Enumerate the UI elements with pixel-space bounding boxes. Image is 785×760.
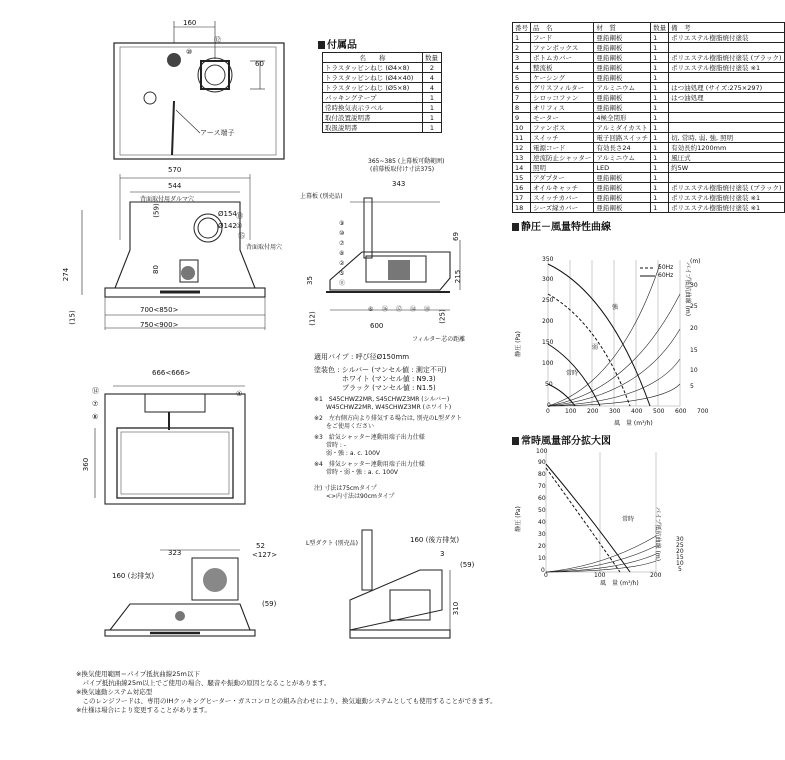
dim-160-rear: 160 (後方排気) (410, 536, 460, 544)
chart1-xtick: 400 (631, 408, 643, 415)
table-row: 4 整流板 亜鉛鋼板 1 ポリエステル樹脂焼付塗装 ※1 (513, 63, 785, 73)
dim-35: 35 (305, 276, 314, 285)
chart1-xtick: 200 (587, 408, 599, 415)
table-row: 取付設置説明書 1 (323, 113, 442, 123)
dim-375: (前幕板取付け寸法375) (370, 166, 435, 173)
left-exhaust-label: 160 (お排気) (112, 572, 155, 580)
upper-panel-label: 上幕板 (別売品) (300, 193, 343, 200)
table-row: 3 ボトムカバー 亜鉛鋼板 1 ポリエステル樹脂焼付塗装 (ブラック) (513, 53, 785, 63)
callout-5: ⑤ (339, 270, 345, 277)
chart2-xtick: 200 (650, 572, 662, 579)
dim-700-850: 700<850> (140, 306, 179, 314)
table-row: 2 ファンボックス 亜鉛鋼板 1 (513, 43, 785, 53)
chart2-rtick: 30 (676, 536, 684, 543)
table-row: 6 グリスフィルター アルミニウム 1 はつ油処理 (サイズ:275×297) (513, 83, 785, 93)
dim-59c: (59) (460, 561, 475, 569)
chart2-xtick: 100 (594, 572, 606, 579)
chart2-ytick: 100 (536, 448, 548, 455)
chart1-rtick: 15 (690, 347, 698, 354)
callout-15: ⑮ (238, 232, 245, 240)
chart1-rtick: 20 (690, 325, 698, 332)
chart1-label-weak: 弱 (592, 344, 599, 351)
table-row: 17 スイッチカバー 亜鉛鋼板 1 ポリエステル樹脂焼付塗装 ※1 (513, 193, 785, 203)
chart1-pq-curve (510, 234, 700, 424)
parts-header-material: 材 質 (594, 23, 651, 33)
table-row: 常時換気表示ラベル 1 (323, 103, 442, 113)
table-row: トラスタッピンねじ (Ø5×8) 4 (323, 83, 442, 93)
chart1-ytick: 100 (542, 360, 554, 367)
dim-215: 215 (454, 269, 463, 284)
chart2-curve-50 (546, 468, 620, 572)
section-marker-icon (512, 437, 519, 445)
bottom-view-drawing (95, 380, 270, 510)
acc-header-name: 名 称 (323, 53, 423, 63)
filter-distance-label: フィルター芯の距離 (412, 336, 466, 343)
chart1-xtick: 100 (565, 408, 577, 415)
dim-top-160: 160 (183, 19, 197, 27)
table-row: 9 モーター 4極全閉形 1 (513, 113, 785, 123)
dim-15: (15) (68, 310, 77, 325)
note-line: 常時・弱・強 : a. c. 100V (314, 469, 398, 476)
footer-line: このレンジフードは、専用のIHクッキングヒーター・ガスコンロとの組み合わせにより、換気連動システムとしても使用することができます。 (76, 697, 497, 705)
note-line: ※4 排気シャッター連動用端子出力仕様 (314, 461, 425, 468)
dim-666: 666<666> (152, 369, 191, 377)
footer-line: ※仕様は場合により変更することがあります。 (76, 706, 211, 714)
note-line: をご使用ください (314, 423, 375, 430)
callout-9: ⑨ (339, 220, 345, 227)
dim-750-900: 750<900> (140, 321, 179, 329)
table-row: 8 オリフィス 亜鉛鋼板 1 (513, 103, 785, 113)
callout-14b: ⑭ (92, 387, 99, 395)
footer-line: パイプ抵抗曲線25m以上でご使用の場合、騒音や振動の原因となることがあります。 (76, 679, 331, 687)
chart2-xlabel: 風 量 (m³/h) (600, 580, 639, 587)
callout-10s: ⑩ (339, 230, 345, 237)
dim-570: 570 (168, 166, 182, 174)
notes-block (314, 353, 462, 501)
chart2-xtick: 0 (544, 572, 548, 579)
chart2-rtick: 25 (676, 542, 684, 549)
note-line: <>内寸法は90cmタイプ (314, 493, 395, 500)
callout-18: ⑱ (424, 306, 431, 313)
dim-69: 69 (451, 232, 460, 241)
note-line: ブラック (マンセル値 : N1.5) (314, 384, 436, 392)
chart2-ytick: 70 (538, 483, 546, 490)
callout-2: ② (339, 260, 345, 267)
note-line: 注) 寸法は75cmタイプ (314, 485, 377, 492)
chart2-label-const: 常時 (622, 516, 635, 523)
table-row: 18 シーズ縁カバー 亜鉛鋼板 1 ポリエステル樹脂焼付塗装 ※1 (513, 203, 785, 213)
chart2-pipe-curves (546, 536, 656, 572)
callout-10: ⑩ (186, 48, 193, 56)
chart1-rtick: (m) (690, 258, 701, 265)
dim-600: 600 (370, 322, 384, 330)
note-line: ※3 給気シャッター連動用端子出力仕様 (314, 434, 425, 441)
chart1-rtick: 5 (690, 383, 694, 390)
dim-d154: Ø154 (218, 210, 237, 218)
side-view-drawing (300, 180, 480, 340)
chart1-label-const: 常時 (566, 370, 579, 377)
table-row: 15 アダプター 亜鉛鋼板 1 (513, 173, 785, 183)
accessories-table (322, 52, 442, 133)
dim-310: 310 (452, 601, 461, 616)
dim-274: 274 (62, 267, 71, 282)
table-row: 13 逆流防止シャッター アルミニウム 1 風圧式 (513, 153, 785, 163)
callout-8: ⑧ (339, 250, 345, 257)
chart2-ytick: 40 (538, 519, 546, 526)
parts-header-name: 品 名 (531, 23, 594, 33)
table-row: 5 ケーシング 亜鉛鋼板 1 (513, 73, 785, 83)
l-duct-label: L型ダクト (別売品) (306, 540, 358, 547)
chart1-xtick: 600 (675, 408, 687, 415)
note-line: 適用パイプ : 呼び径Ø150mm (314, 353, 410, 361)
callout-7b: ⑦ (92, 400, 99, 408)
chart1-xlabel: 風 量 (m³/h) (614, 420, 653, 427)
rear-mount-hole-label: 背面取付用穴 (246, 244, 283, 251)
chart2-grid (546, 452, 656, 572)
dim-d142: Ø142 (218, 222, 237, 230)
callout-16: ⑯ (382, 306, 389, 313)
dim-59b: (59) (262, 600, 277, 608)
chart1-xtick: 300 (609, 408, 621, 415)
table-row: 10 ファンボス アルミダイカスト 1 (513, 123, 785, 133)
chart1-ytick: 200 (542, 318, 554, 325)
right-lower-view-drawing (330, 530, 505, 650)
dim-365-385: 365~385 (上幕板可動範囲) (368, 158, 445, 165)
chart2-ytick: 30 (538, 531, 546, 538)
callout-3: ③ (236, 222, 243, 230)
chart1-ytick: 350 (542, 256, 554, 263)
table-row: 7 シロッコファン 亜鉛鋼板 1 はつ油処理 (513, 93, 785, 103)
chart1-title: 静圧－風量特性曲線 (512, 218, 611, 233)
chart1-label-strong: 強 (612, 304, 619, 311)
rear-keyhole-label: 背面取付用ダルマ穴 (140, 196, 195, 203)
dim-544: 544 (168, 182, 182, 190)
note-line: ※1 S45CHWZ2MR, S45CHWZ3MR (シルバー) (314, 396, 450, 403)
note-line: 常時 : - (314, 442, 347, 449)
footer-notes (76, 670, 497, 715)
callout-6: ⑥ (368, 306, 374, 313)
callout-7: ⑦ (339, 240, 345, 247)
chart2-curve-60 (546, 464, 630, 572)
callout-12: ⑫ (214, 36, 221, 44)
parts-table (512, 22, 785, 213)
table-row: トラスタッピンねじ (Ø4×8) 2 (323, 63, 442, 73)
chart2-enlarged-curve (510, 446, 700, 586)
chart1-xtick: 500 (653, 408, 665, 415)
dim-343: 343 (392, 180, 406, 188)
parts-header-note: 備 考 (669, 23, 784, 33)
dim-127: <127> (252, 551, 278, 559)
chart1-ylabel: 静圧 (Pa) (514, 331, 522, 357)
chart1-rtick: 30 (690, 282, 698, 289)
callout-14: ⑭ (410, 306, 417, 313)
chart2-ytick: 20 (538, 543, 546, 550)
note-line: W45CHWZ2MR, W45CHWZ3MR (ホワイト) (314, 404, 452, 411)
chart2-ytick: 80 (538, 471, 546, 478)
parts-header-no: 番号 (513, 23, 531, 33)
table-row: トラスタッピンねじ (Ø4×40) 4 (323, 73, 442, 83)
chart2-rtick: 10 (676, 560, 684, 567)
chart2-ytick: 0 (541, 567, 545, 574)
chart1-rtick: 10 (690, 367, 698, 374)
chart2-rtick: 5 (678, 566, 682, 573)
chart2-ytick: 90 (538, 459, 546, 466)
callout-11: ⑪ (339, 280, 346, 287)
note-line: 塗装色 : シルバー (マンセル値 : 測定不可) (314, 366, 447, 374)
chart1-ytick: 50 (545, 381, 553, 388)
chart1-ytick: 250 (542, 297, 554, 304)
accessories-title: 付属品 (318, 36, 357, 51)
dim-25: (25) (438, 309, 447, 324)
chart1-xtick: 700 (697, 408, 709, 415)
callout-17: ⑰ (396, 306, 403, 313)
table-row: 16 オイルキャッチ 亜鉛鋼板 1 ポリエステル樹脂焼付塗装 (ブラック) (513, 183, 785, 193)
table-row: 取扱説明書 1 (323, 123, 442, 133)
dim-80: 80 (151, 265, 160, 274)
earth-terminal-label: アース端子 (200, 129, 235, 137)
chart1-grid (548, 260, 680, 406)
dim-3: 3 (440, 550, 445, 558)
dim-323: 323 (168, 549, 182, 557)
chart2-ytick: 10 (538, 555, 546, 562)
chart1-ytick: 0 (547, 402, 551, 409)
left-lower-view-drawing (100, 540, 278, 650)
dim-12: (12) (308, 311, 317, 326)
table-row: パッキングテープ 1 (323, 93, 442, 103)
callout-8b: ⑧ (92, 413, 99, 421)
chart2-ytick: 60 (538, 495, 546, 502)
top-view-drawing (100, 15, 300, 165)
chart1-ylabel2: パイプ抵抗曲線 (m) (684, 261, 692, 317)
chart2-title: 常時風量部分拡大図 (512, 432, 611, 447)
table-row: 14 照明 LED 1 約5W (513, 163, 785, 173)
note-line: ※2 左右側方向より排気する場合は, 別売のL型ダクト (314, 415, 463, 422)
chart1-ytick: 150 (542, 339, 554, 346)
chart1-legend-60hz: 60Hz (658, 272, 674, 279)
table-row: 12 電源コード 有効長さ24 1 有効長約1200mm (513, 143, 785, 153)
chart1-curve-strong-60 (548, 264, 650, 406)
chart2-rtick: 20 (676, 548, 684, 555)
chart2-ylabel2: パイプ抵抗曲線 (m) (654, 506, 662, 562)
dim-59: (59) (152, 203, 161, 218)
note-line: 弱・強 : a. c. 100V (314, 450, 380, 457)
chart1-legend-50hz: 50Hz (658, 264, 674, 271)
note-line: ホワイト (マンセル値 : N9.3) (314, 375, 436, 383)
footer-line: ※換気使用範囲＝パイプ抵抗曲線25m以下 (76, 670, 200, 678)
chart2-ylabel: 静圧 (Pa) (514, 506, 522, 532)
callout-4: ④ (236, 390, 243, 398)
parts-header-qty: 数量 (651, 23, 669, 33)
chart2-ytick: 50 (538, 507, 546, 514)
section-marker-icon (512, 223, 519, 231)
table-row: 11 スイッチ 電子回路スイッチ 1 切, 常時, 弱, 強, 照明 (513, 133, 785, 143)
chart1-xtick: 0 (546, 408, 550, 415)
acc-header-qty: 数量 (423, 53, 442, 63)
dim-52: 52 (256, 542, 265, 550)
callout-13: ⑬ (236, 212, 243, 220)
section-marker-icon (318, 41, 325, 49)
table-row: 1 フード 亜鉛鋼板 1 ポリエステル樹脂焼付塗装 (513, 33, 785, 43)
chart2-rtick: 15 (676, 554, 684, 561)
dim-360: 360 (82, 457, 91, 472)
dim-top-60: 60 (255, 60, 264, 68)
chart1-rtick: 25 (690, 303, 698, 310)
footer-line: ※換気連動システム対応型 (76, 688, 153, 696)
chart1-ytick: 300 (542, 276, 554, 283)
